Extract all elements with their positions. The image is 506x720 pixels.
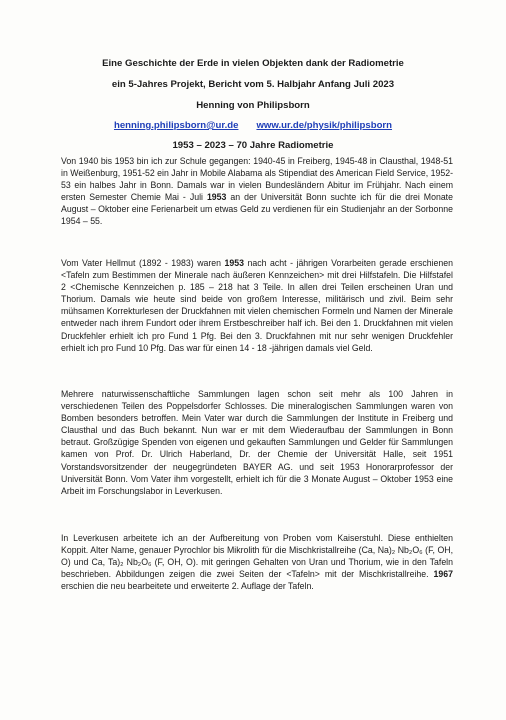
document-subtitle: ein 5-Jahres Projekt, Bericht vom 5. Halbjahr Anfang Juli 2023 [111,79,395,90]
anniversary-heading: 1953 – 2023 – 70 Jahre Radiometrie [172,140,334,151]
website-link[interactable]: www.ur.de/physik/philipsborn [256,120,393,131]
paragraph-schooling: Von 1940 bis 1953 bin ich zur Schule gegangen: 1940-45 in Freiberg, 1945-48 in Clausthal, 1948-51 in Weißenburg, 1951-52 ein Jahr in Mobile Alabama als Stipendiat des American Field Service, 1952-53 ein halbes Jahr in Bonn. Damals war in vielen Bundesländern Abitur im Frühjahr. Nach einem ersten Semester Chemie Mai - Juli 1953 an der Universität Bonn suchte ich für die drei Monate August – Oktober eine Ferienarbeit um etwas Geld zu verdienen für ein Studienjahr an der Sorbonne 1954 – 55. [61,156,453,227]
email-link[interactable]: henning.philipsborn@ur.de [113,120,239,131]
author-name: Henning von Philipsborn [196,100,310,111]
paragraph-leverkusen: In Leverkusen arbeitete ich an der Aufbereitung von Proben vom Kaiserstuhl. Diese enthielten Koppit. Alter Name, genauer Pyrochlor bis Mikrolith für die Mischkristallreihe (Ca, Na)₂ Nb₂O₆ (F, OH, O) und Ca, Ta)₂ Nb₂O₆ (F, OH, O). mit geringen Gehalten von Uran und Thorium, wie in den Tafeln beschrieben. Abbildungen zeigen die zwei Seiten der <Tafeln> mit der Mischkristallreihe. 1967 erschien die neu bearbeitete und erweiterte 2. Auflage der Tafeln. [61,533,453,592]
document-title: Eine Geschichte der Erde in vielen Objekten dank der Radiometrie [102,58,404,69]
contact-links [0,120,506,132]
paragraph-father-tables: Vom Vater Hellmut (1892 - 1983) waren 1953 nach acht - jährigen Vorarbeiten gerade erschienen <Tafeln zum Bestimmen der Minerale nach äußeren Kennzeichen> mit drei Hilfstafeln. Die Hilfstafel 2 <Chemische Kennzeichen p. 185 – 218 hat 3 Teile. In allen drei Teilen erscheinen Uran und Thorium. Damals wie heute sind beide von großem Interesse, militärisch und zivil. Beim sehr mühsamen Korrekturlesen der Druckfahnen mit vielen chemischen Formeln und Namen der Minerale entweder nach ihrem Fundort oder ihrem Erstbeschreiber half ich. Bei den 1. Druckfahnen mit vielen Druckfehler erhielt ich pro Fund 1 Pfg. Bei den 3. Druckfahnen mit nur sehr wenigen Druckfehler erhielt ich pro Fund 10 Pfg. Das war für einen 14 - 18 -jährigen damals viel Geld. [61,258,453,353]
paragraph-collections: Mehrere naturwissenschaftliche Sammlungen lagen schon seit mehr als 100 Jahren in verschiedenen Teilen des Poppelsdorfer Schlosses. Die mineralogischen Sammlungen waren von Bomben besonders betroffen. Mein Vater war durch die Sammlungen der Institute in Freiberg und Clausthal und das Buch bekannt. Nun war er mit dem Wiederaufbau der Sammlungen in Bonn betraut. Großzügige Spenden von eigenen und gekauften Sammlungen und Gelder für Sammlungen kamen von Prof. Dr. Ulrich Haberland, Dr. der Chemie der Universität Halle, seit 1951 Vorstandsvorsitzender der neugegründeten BAYER AG. und seit 1953 Honorarprofessor der Universität Bonn. Vom Vater ihm vorgestellt, erhielt ich für die 3 Monate August – Oktober 1953 eine Arbeit im Forschungslabor in Leverkusen. [61,389,453,496]
